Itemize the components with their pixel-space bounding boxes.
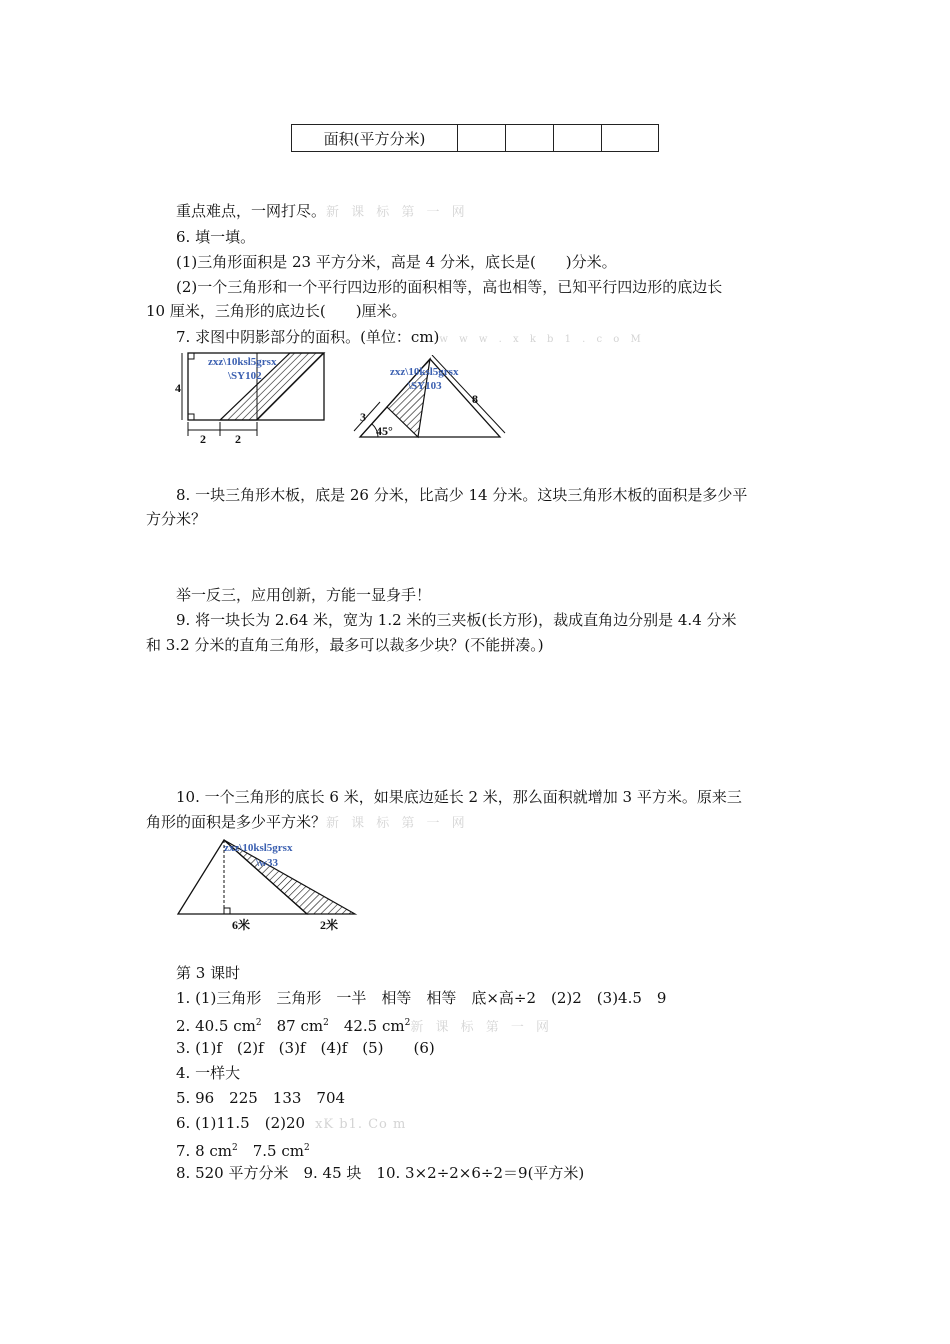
- q10-line1: 10. 一个三角形的底长 6 米，如果底边延长 2 米，那么面积就增加 3 平方米。原来三: [176, 788, 742, 806]
- q8-line1: 8. 一块三角形木板，底是 26 分米，比高少 14 分米。这块三角形木板的面积是多少平: [176, 486, 748, 504]
- answer-5: 5. 96 225 133 704: [176, 1089, 346, 1107]
- q8-line2: 方分米？: [146, 510, 207, 528]
- answer-1: 1. (1)三角形 三角形 一半 相等 相等 底×高÷2 (2)2 (3)4.5 9: [176, 989, 667, 1007]
- side1-label: 3: [360, 410, 366, 424]
- figure-code: zxz\10ksl5grsx: [224, 842, 293, 854]
- base1-label: 6米: [232, 918, 251, 932]
- right-angle-mark: [188, 353, 194, 359]
- answer-4: 4. 一样大: [176, 1064, 241, 1082]
- figure-triangle: [350, 355, 520, 445]
- figure-code: \SY102: [228, 370, 262, 382]
- table-row-label: 面积(平方分米): [292, 125, 458, 152]
- answer-6: 6. (1)11.5 (2)20 xK b1. Co m: [176, 1114, 407, 1132]
- table-cell: [554, 125, 602, 152]
- angle-label: 45°: [376, 424, 393, 438]
- side2-label: 8: [472, 392, 478, 406]
- figure-parallelogram: [170, 350, 340, 446]
- table-row: [292, 125, 659, 152]
- section-heading: 举一反三，应用创新，方能一显身手！: [176, 586, 432, 604]
- right-angle-mark: [224, 908, 230, 914]
- q9-line2: 和 3.2 分米的直角三角形，最多可以裁多少块？(不能拼凑。): [146, 636, 544, 654]
- answer-3: 3. (1)f (2)f (3)f (4)f (5) (6): [176, 1039, 435, 1057]
- base2-label: 2米: [320, 918, 339, 932]
- table-cell: [458, 125, 506, 152]
- table-cell: [506, 125, 554, 152]
- figure-code: zxz\10ksl5grsx: [390, 366, 459, 378]
- right-angle-mark: [188, 414, 194, 420]
- base2-label: 2: [235, 432, 241, 446]
- figure-code: \SY103: [408, 380, 442, 392]
- q9-line1: 9. 将一块长为 2.64 米，宽为 1.2 米的三夹板(长方形)，裁成直角边分别是 4.4 分米: [176, 611, 737, 629]
- area-table: [291, 124, 659, 152]
- answers-heading: 第 3 课时: [176, 964, 241, 982]
- q10-line2: 角形的面积是多少平方米？新 课 标 第 一 网: [146, 813, 469, 831]
- table-cell: [602, 125, 659, 152]
- answer-2: 2. 40.5 $cm^2$ 87 $cm^2$ 42.5 $cm^2$新 课 标 第 一 网: [176, 1017, 554, 1035]
- figure-code: zxz\10ksl5grsx: [208, 356, 277, 368]
- answer-7: 7. 8 $cm^2$ 7.5 $cm^2$: [176, 1142, 310, 1160]
- height-label: 4: [175, 381, 181, 395]
- figure-code: \w33: [256, 857, 278, 869]
- q6-part2-line1: (2)一个三角形和一个平行四边形的面积相等，高也相等，已知平行四边形的底边长: [176, 278, 723, 296]
- q7-title: 7. 求图中阴影部分的面积。(单位：cm)w w w . x k b 1 . c o M: [176, 328, 645, 346]
- q6-title: 6. 填一填。: [176, 228, 256, 246]
- q6-part1: (1)三角形面积是 23 平方分米，高是 4 分米，底长是( )分米。: [176, 253, 617, 271]
- base1-label: 2: [200, 432, 206, 446]
- q6-part2-line2: 10 厘米，三角形的底边长( )厘米。: [146, 302, 407, 320]
- figure-extended-triangle: [172, 836, 362, 936]
- answer-8-10: 8. 520 平方分米 9. 45 块 10. 3×2÷2×6÷2＝9(平方米): [176, 1164, 585, 1182]
- section-heading: 重点难点，一网打尽。新 课 标 第 一 网: [176, 202, 469, 220]
- watermark: w w w . x k b 1 . c o M: [439, 334, 645, 345]
- watermark: xK b1. Co m: [315, 1117, 407, 1132]
- watermark: 新 课 标 第 一 网: [326, 816, 469, 831]
- watermark: 新 课 标 第 一 网: [410, 1020, 554, 1035]
- watermark: 新 课 标 第 一 网: [326, 205, 469, 220]
